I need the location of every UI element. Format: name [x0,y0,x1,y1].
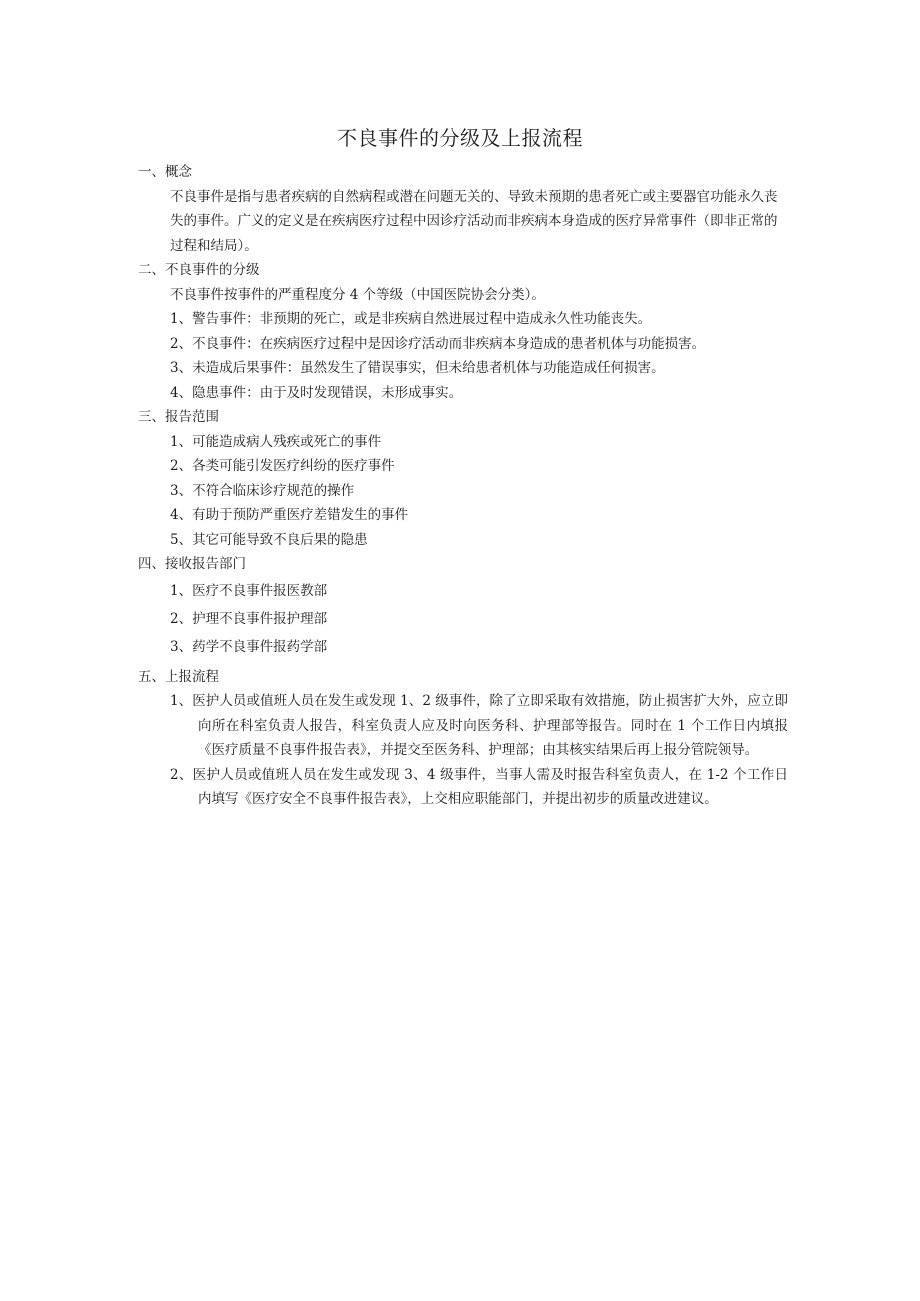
section-heading: 三、报告范围 [138,409,219,425]
section-departments [138,552,788,661]
list-item: 1、警告事件：非预期的死亡，或是非疾病自然进展过程中造成永久性功能丧失。 [170,311,652,327]
list-item: 2、不良事件：在疾病医疗过程中是因诊疗活动而非疾病本身造成的患者机体与功能损害。 [170,335,706,352]
list-item: 1、可能造成病人残疾或死亡的事件 [170,433,382,450]
section-heading: 二、不良事件的分级 [138,262,260,278]
section-heading: 五、上报流程 [138,668,219,685]
section-grading [138,258,788,405]
list-item: 3、未造成后果事件：虽然发生了错误事实，但未给患者机体与功能造成任何损害。 [170,360,665,376]
list-item: 2、各类可能引发医疗纠纷的医疗事件 [170,458,395,474]
list-item: 5、其它可能导致不良后果的隐患 [170,531,368,548]
section-paragraph: 不良事件是指与患者疾病的自然病程或潜在问题无关的、导致未预期的患者死亡或主要器官功能永久丧失的事件。广义的定义是在疾病医疗过程中因诊疗活动而非疾病本身造成的医疗异常事件（即非正常的过程和结局）。 [170,188,778,254]
list-item: 2、医护人员或值班人员在发生或发现 3、4 级事件，当事人需及时报告科室负责人，在 1-2 个工作日内填写《医疗安全不良事件报告表》，上交相应职能部门，并提出初步的质量改进建议。 [170,766,788,807]
list-item: 2、护理不良事件报护理部 [170,610,328,627]
section-scope [138,405,788,552]
section-concept [138,160,788,258]
list-item: 3、不符合临床诊疗规范的操作 [170,482,355,499]
list-item: 3、药学不良事件报药学部 [170,638,328,655]
section-procedure [138,665,788,812]
list-item: 4、有助于预防严重医疗差错发生的事件 [170,507,409,523]
list-item: 1、医疗不良事件报医教部 [170,582,328,599]
document-title: 不良事件的分级及上报流程 [337,126,583,150]
list-item: 1、医护人员或值班人员在发生或发现 1、2 级事件，除了立即采取有效措施，防止损害扩大外，应立即向所在科室负责人报告，科室负责人应及时向医务科、护理部等报告。同时在 1 个工作日内填报《医疗质量不良事件报告表》，并提交至医务科、护理部；由其核实结果后再上报分管院领导。 [170,693,788,758]
section-heading: 四、接收报告部门 [138,556,246,572]
section-paragraph: 不良事件按事件的严重程度分 4 个等级（中国医院协会分类）。 [170,286,545,303]
list-item: 4、隐患事件：由于及时发现错误，未形成事实。 [170,384,463,401]
document-body [138,160,788,812]
section-heading: 一、概念 [138,164,192,180]
